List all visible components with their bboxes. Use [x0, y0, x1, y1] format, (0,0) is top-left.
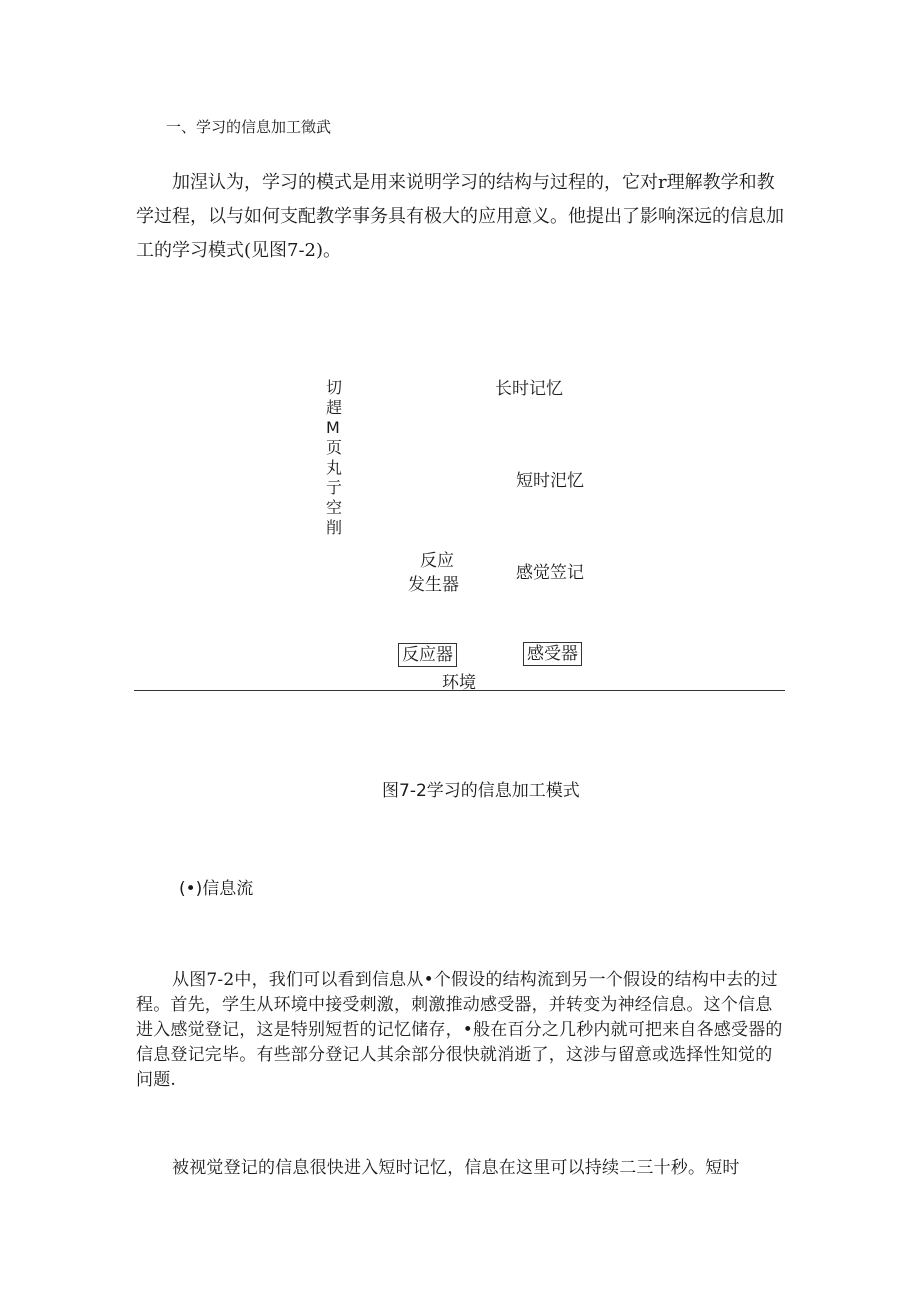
paragraph-short-term-memory: 被视觉登记的信息很快进入短时记忆，信息在这里可以持续二三十秒。短时 [172, 1158, 740, 1178]
response-generator-line1: 反应 [420, 551, 454, 571]
environment-label: 环境 [442, 673, 476, 693]
subheading-information-flow: (•)信息流 [179, 879, 254, 899]
short-term-memory-label: 短时汜忆 [516, 471, 584, 491]
intro-paragraph: 加涅认为，学习的模式是用来说明学习的结构与过程的，它对r理解教学和教学过程，以与如何支配教学事务具有极大的应用意义。他提出了影响深远的信息加工的学习模式(见图7-2)。 [136, 172, 784, 261]
section-heading: 一、学习的信息加工徵武 [166, 118, 332, 136]
effector-box: 反应器 [398, 643, 457, 667]
paragraph-information-flow: 从图7-2中，我们可以看到信息从•个假设的结构流到另一个假设的结构中去的过程。首先，学生从环境中接受刺激，刺激推动感受器，并转变为神经信息。这个信息进入感觉登记，这是特别短哲的记忆储存，•般在百分之几秒内就可把来自各感受器的信息登记完毕。有些部分登记人其余部分很快就消逝了，这涉与留意或选择性知觉的问题. [136, 970, 783, 1090]
response-generator-line2: 发生器 [408, 575, 459, 595]
receptor-box: 感受器 [523, 642, 582, 666]
figure-caption: 图7-2学习的信息加工模式 [382, 781, 580, 801]
long-term-memory-label: 长时记忆 [495, 379, 563, 399]
sensory-register-label: 感觉笠记 [516, 563, 584, 583]
executive-control-label: 切趕M页丸亍空削 [326, 378, 343, 537]
environment-baseline [134, 690, 785, 691]
